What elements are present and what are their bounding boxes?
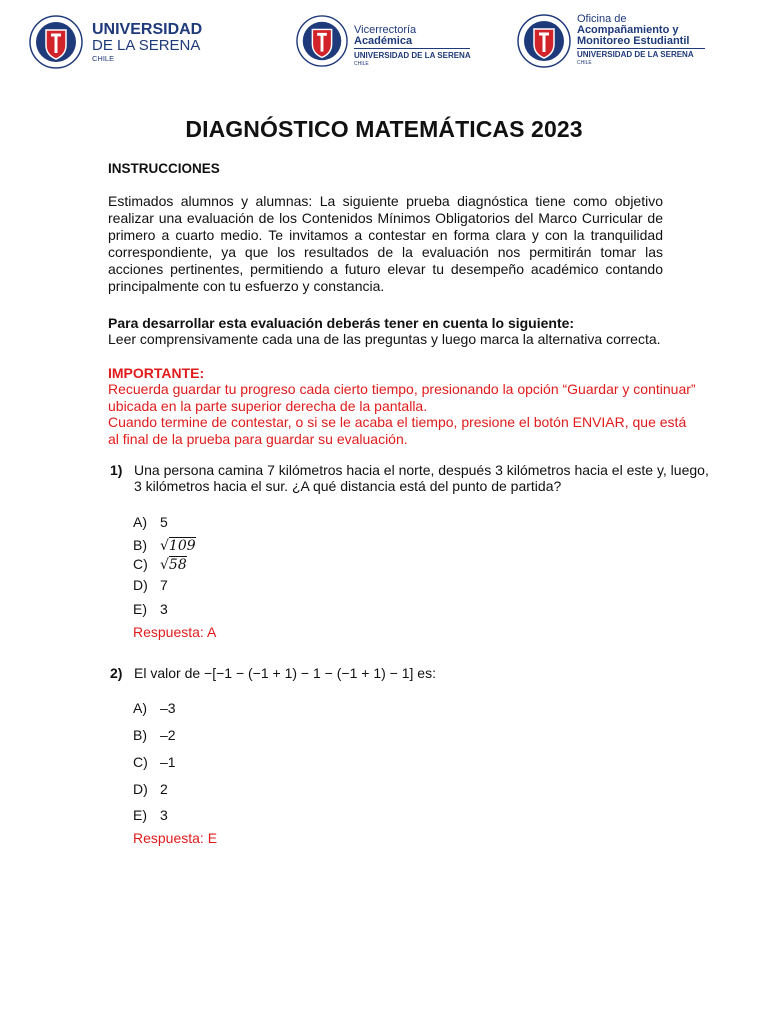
- sqrt-expression: √109: [160, 538, 196, 554]
- important-line-4: al final de la prueba para guardar su evaluación.: [108, 430, 408, 447]
- option-letter: D): [133, 781, 148, 797]
- option-value: 3: [160, 807, 168, 823]
- answer-text: Respuesta: E: [133, 830, 218, 846]
- logo3-line3: Monitoreo Estudiantil: [577, 35, 690, 47]
- page-title: DIAGNÓSTICO MATEMÁTICAS 2023: [185, 116, 583, 142]
- logo2-line3: UNIVERSIDAD DE LA SERENA: [354, 51, 471, 60]
- option-c[interactable]: [133, 754, 176, 770]
- important-line-3: Cuando termine de contestar, o si se le acaba el tiempo, presione el botón ENVIAR, que está: [108, 414, 687, 430]
- option-letter: A): [133, 514, 147, 530]
- option-letter: B): [133, 727, 147, 743]
- question-number: 1): [110, 462, 123, 478]
- instructions-paragraph: Estimados alumnos y alumnas: La siguiente prueba diagnóstica tiene como objetivo realizar una evaluación de los Contenidos Mínimos Obligatorios del Marco Curricular de primero a cuarto medio. Te invitamos a contestar en forma clara y con la tranquilidad correspondiente, ya que los resultados de la evaluación nos permitirán tomar las acciones pertinentes, permitiendo a futuro elevar tu desempeño académico contando principalmente con tu esfuerzo y constancia.: [108, 193, 663, 294]
- answer-text: Respuesta: A: [133, 624, 217, 640]
- important-line-2: ubicada en la parte superior derecha de la pantalla.: [108, 397, 428, 414]
- question-text-line-1: Una persona camina 7 kilómetros hacia el norte, después 3 kilómetros hacia el este y, luego,: [134, 462, 709, 478]
- important-body: [108, 381, 708, 447]
- option-c[interactable]: [133, 556, 187, 573]
- logo3-line2: Acompañamiento y: [577, 24, 679, 36]
- option-letter: C): [133, 754, 148, 770]
- option-value: 58: [168, 557, 187, 573]
- question-text-line-2: 3 kilómetros hacia el sur. ¿A qué distancia está del punto de partida?: [134, 478, 562, 494]
- option-value: 7: [160, 577, 168, 593]
- option-letter: B): [133, 537, 147, 553]
- logo2-divider: [354, 48, 470, 49]
- instructions-plain-line: Leer comprensivamente cada una de las preguntas y luego marca la alternativa correcta.: [108, 331, 661, 347]
- university-seal-icon: [517, 14, 571, 68]
- university-seal-icon: [29, 15, 83, 69]
- option-letter: E): [133, 601, 147, 617]
- option-e[interactable]: [133, 807, 168, 823]
- option-b[interactable]: [133, 727, 176, 743]
- logo2-line1: Vicerrectoría: [354, 24, 417, 36]
- option-value: 2: [160, 781, 168, 797]
- question-number: 2): [110, 665, 123, 681]
- important-line-1: Recuerda guardar tu progreso cada cierto tiempo, presionando la opción “Guardar y continuar”: [108, 381, 696, 397]
- logo3-divider: [577, 48, 705, 49]
- option-value: –3: [160, 700, 176, 716]
- university-seal-icon: [296, 15, 348, 67]
- logo3-line1: Oficina de: [577, 13, 627, 25]
- instructions-heading: INSTRUCCIONES: [108, 161, 220, 176]
- option-value: –2: [160, 727, 176, 743]
- logo1-line2: DE LA SERENA: [92, 37, 201, 54]
- option-d[interactable]: [133, 781, 168, 797]
- logo1-line1: UNIVERSIDAD: [92, 21, 203, 38]
- option-value: 3: [160, 601, 168, 617]
- option-letter: A): [133, 700, 147, 716]
- option-d[interactable]: [133, 577, 168, 593]
- logo2-line4: CHILE: [354, 61, 369, 67]
- important-heading: IMPORTANTE:: [108, 365, 205, 381]
- logo3-line5: CHILE: [577, 60, 592, 66]
- option-letter: E): [133, 807, 147, 823]
- logo3-line4: UNIVERSIDAD DE LA SERENA: [577, 50, 694, 59]
- option-value: 109: [168, 538, 196, 554]
- option-a[interactable]: [133, 514, 168, 530]
- option-value: –1: [160, 754, 176, 770]
- sqrt-expression: √58: [160, 557, 187, 573]
- option-a[interactable]: [133, 700, 176, 716]
- instructions-bold-line: Para desarrollar esta evaluación deberás tener en cuenta lo siguiente:: [108, 315, 575, 331]
- logo2-line2: Académica: [354, 35, 413, 47]
- option-value: 5: [160, 514, 168, 530]
- option-e[interactable]: [133, 601, 168, 617]
- option-letter: C): [133, 556, 148, 572]
- logo1-line3: CHILE: [92, 54, 115, 63]
- option-b[interactable]: [133, 537, 196, 554]
- option-letter: D): [133, 577, 148, 593]
- question-text-line-1: El valor de −[−1 − (−1 + 1) − 1 − (−1 + 1) − 1] es:: [134, 665, 436, 681]
